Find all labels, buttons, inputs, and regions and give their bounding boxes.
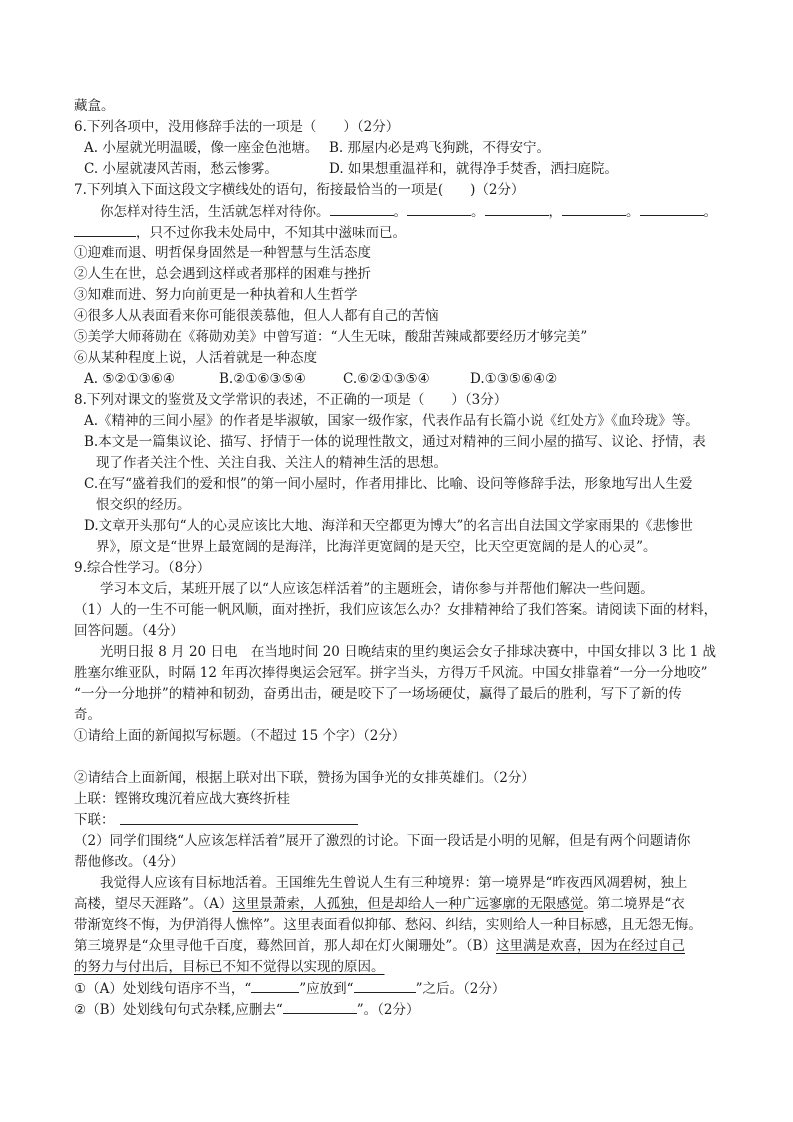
- tail-text: ，只不过你我未处局中，不知其中滋味而已。: [136, 225, 406, 241]
- option-c: C.⑥②①③⑤④: [343, 371, 430, 387]
- option-d: D.文章开头那句“人的心灵应该比大地、海洋和天空都更为博大”的名言出自法国文学家雨果的《悲惨世: [84, 518, 693, 534]
- part-1-prompt: （1）人的一生不可能一帆风顺，面对挫折，我们应该怎么办？女排精神给了我们答案。请阅读下面的材料，: [74, 602, 718, 618]
- option-a: A. 小屋就光明温暖，像一座金色池塘。: [84, 140, 319, 156]
- sentence-3: ③知难而进、努力向前更是一种执着和人生哲学: [74, 287, 358, 303]
- option-b: B.②①⑥③⑤④: [219, 371, 306, 387]
- sub-question-2: ②请结合上面新闻，根据上联对出下联，赞扬为国争光的女排英雄们。（2分）: [74, 770, 535, 786]
- answer-blank[interactable]: [354, 978, 416, 993]
- lower-couplet-answer-line[interactable]: [120, 824, 358, 825]
- option-b: B. 那屋内必是鸡飞狗跳，不得安宁。: [329, 140, 551, 156]
- fix-text: ”应放到“: [299, 981, 354, 997]
- answer-blank[interactable]: [407, 201, 471, 216]
- fix-text: ”。（2分）: [356, 1002, 420, 1018]
- option-c: C.在写“盛着我们的爱和恨”的第一间小屋时，作者用排比、比喻、设问等修辞手法，形象地写出人生爱: [84, 476, 693, 492]
- fix-text: ”之后。（2分）: [415, 981, 506, 997]
- essay-line: 带渐宽终不悔，为伊消得人憔悴”。这里表面看似抑郁、愁闷、纠结，实则给人一种目标感，且无怨无悔。: [74, 917, 702, 933]
- lower-couplet-label: 下联：: [74, 812, 115, 828]
- option-b-cont: 现了作者关注个性、关注自我、关注人的精神生活的思想。: [96, 455, 447, 471]
- punct: 。: [626, 204, 640, 220]
- lead-text: 你怎样对待生活，生活就怎样对待你。: [100, 204, 330, 220]
- sentence-1: ①迎难而退、明哲保身固然是一种智慧与生活态度: [74, 245, 371, 261]
- sentence-4: ④很多人从表面看来你可能很羡慕他，但人人都有自己的苦恼: [74, 308, 439, 324]
- option-c: C. 小屋就凄风苦雨，愁云惨雾。: [84, 161, 278, 177]
- question-6-stem: 6.下列各项中，没用修辞手法的一项是（ ）（2分）: [74, 119, 400, 135]
- intro-paragraph: 学习本文后，某班开展了以“人应该怎样活着”的主题班会，请你参与并帮他们解决一些问题。: [100, 581, 654, 597]
- punct: 。: [393, 204, 407, 220]
- option-c-cont: 恨交织的经历。: [96, 497, 191, 513]
- fix-text: ①（A）处划线句语序不当，“: [74, 981, 252, 997]
- essay-text: 高楼，望尽天涯路”。（A）: [74, 896, 233, 912]
- question-7-stem: 7.下列填入下面这段文字横线处的语句，衔接最恰当的一项是( )（2分）: [74, 182, 525, 198]
- answer-blank[interactable]: [485, 201, 549, 216]
- sub-question-1: ①请给上面的新闻拟写标题。（不超过 15 个字）（2分）: [74, 728, 406, 744]
- answer-blank[interactable]: [283, 999, 357, 1014]
- part-1-prompt-cont: 回答问题。（4分）: [74, 623, 184, 639]
- underlined-sentence-b-cont: 的努力与付出后，目标已不知不觉得以实现的原因。: [74, 959, 385, 975]
- essay-line: [74, 957, 385, 977]
- underlined-sentence-b: 这里满是欢喜，因为在经过自己: [495, 938, 685, 954]
- sentence-5: ⑤美学大师蒋勋在《蒋勋劝美》中曾写道：“人生无味，酸甜苦辣咸都要经历才够完美”: [74, 329, 588, 345]
- part-2-prompt-cont: 帮他修改。（4分）: [74, 854, 184, 870]
- answer-blank[interactable]: [251, 978, 299, 993]
- essay-line: 我觉得人应该有目标地活着。王国维先生曾说人生有三种境界：第一境界是“昨夜西风凋碧树，独上: [100, 875, 688, 891]
- fix-question-2: [74, 999, 419, 1020]
- news-line: 胜塞尔维亚队，时隔 12 年再次捧得奥运会冠军。拼字当头，方得万千风流。中国女排靠着“一分一分地咬”: [74, 665, 708, 681]
- answer-blank[interactable]: [640, 201, 704, 216]
- punct: 。: [703, 204, 717, 220]
- option-d-cont: 界》，原文是“世界上最宽阔的是海洋，比海洋更宽阔的是天空，比天空更宽阔的是人的心灵”。: [96, 539, 657, 555]
- news-line: 光明日报 8 月 20 日电 在当地时间 20 日晚结束的里约奥运会女子排球决赛中，中国女排以 3 比 1 战: [100, 644, 717, 660]
- essay-line: [74, 936, 685, 956]
- option-a: A.《精神的三间小屋》的作者是毕淑敏，国家一级作家，代表作品有长篇小说《红处方》《血玲珑》等。: [84, 413, 699, 429]
- text-line: 藏盒。: [74, 98, 115, 114]
- option-b: B.本文是一篇集议论、描写、抒情于一体的说理性散文，通过对精神的三间小屋的描写、议论、抒情，表: [84, 434, 706, 450]
- upper-couplet: 上联：铿锵玫瑰沉着应战大赛终折桂: [74, 791, 290, 807]
- part-2-prompt: （2）同学们围绕“人应该怎样活着”展开了激烈的讨论。下面一段话是小明的见解，但是有两个问题请你: [74, 833, 691, 849]
- punct: ，: [548, 204, 562, 220]
- answer-blank[interactable]: [330, 201, 394, 216]
- question-8-stem: 8.下列对课文的鉴赏及文学常识的表述，不正确的一项是（ ）（3分）: [74, 392, 508, 408]
- fix-text: ②（B）处划线句句式杂糅,应删去“: [74, 1002, 283, 1018]
- fill-blank-line: [100, 201, 717, 222]
- news-line: 奇。: [74, 707, 101, 723]
- news-line: “一分一分地拼”的精神和韧劲，奋勇出击，硬是咬下了一场场硬仗，赢得了最后的胜利，写下了新的传: [74, 686, 682, 702]
- question-9-stem: 9.综合性学习。（8分）: [74, 560, 211, 576]
- essay-text: 。第二境界是“衣: [583, 896, 685, 912]
- option-d: D. 如果想重温祥和，就得净手焚香，洒扫庭院。: [329, 161, 618, 177]
- punct: 。: [471, 204, 485, 220]
- sentence-2: ②人生在世，总会遇到这样或者那样的困难与挫折: [74, 266, 371, 282]
- option-a: A. ⑤②①③⑥④: [84, 371, 175, 387]
- sentence-6: ⑥从某种程度上说，人活着就是一种态度: [74, 350, 317, 366]
- fill-blank-line: [74, 222, 406, 243]
- essay-text: 第三境界是“众里寻他千百度，蓦然回首，那人却在灯火阑珊处”。（B）: [74, 938, 496, 954]
- option-d: D.①③⑤⑥④②: [470, 371, 558, 387]
- answer-blank[interactable]: [74, 222, 136, 237]
- underlined-sentence-a: 这里景萧索，人孤独，但是却给人一种广远寥廓的无限感觉: [232, 896, 584, 912]
- answer-blank[interactable]: [562, 201, 626, 216]
- fix-question-1: [74, 978, 505, 999]
- essay-line: [74, 894, 685, 914]
